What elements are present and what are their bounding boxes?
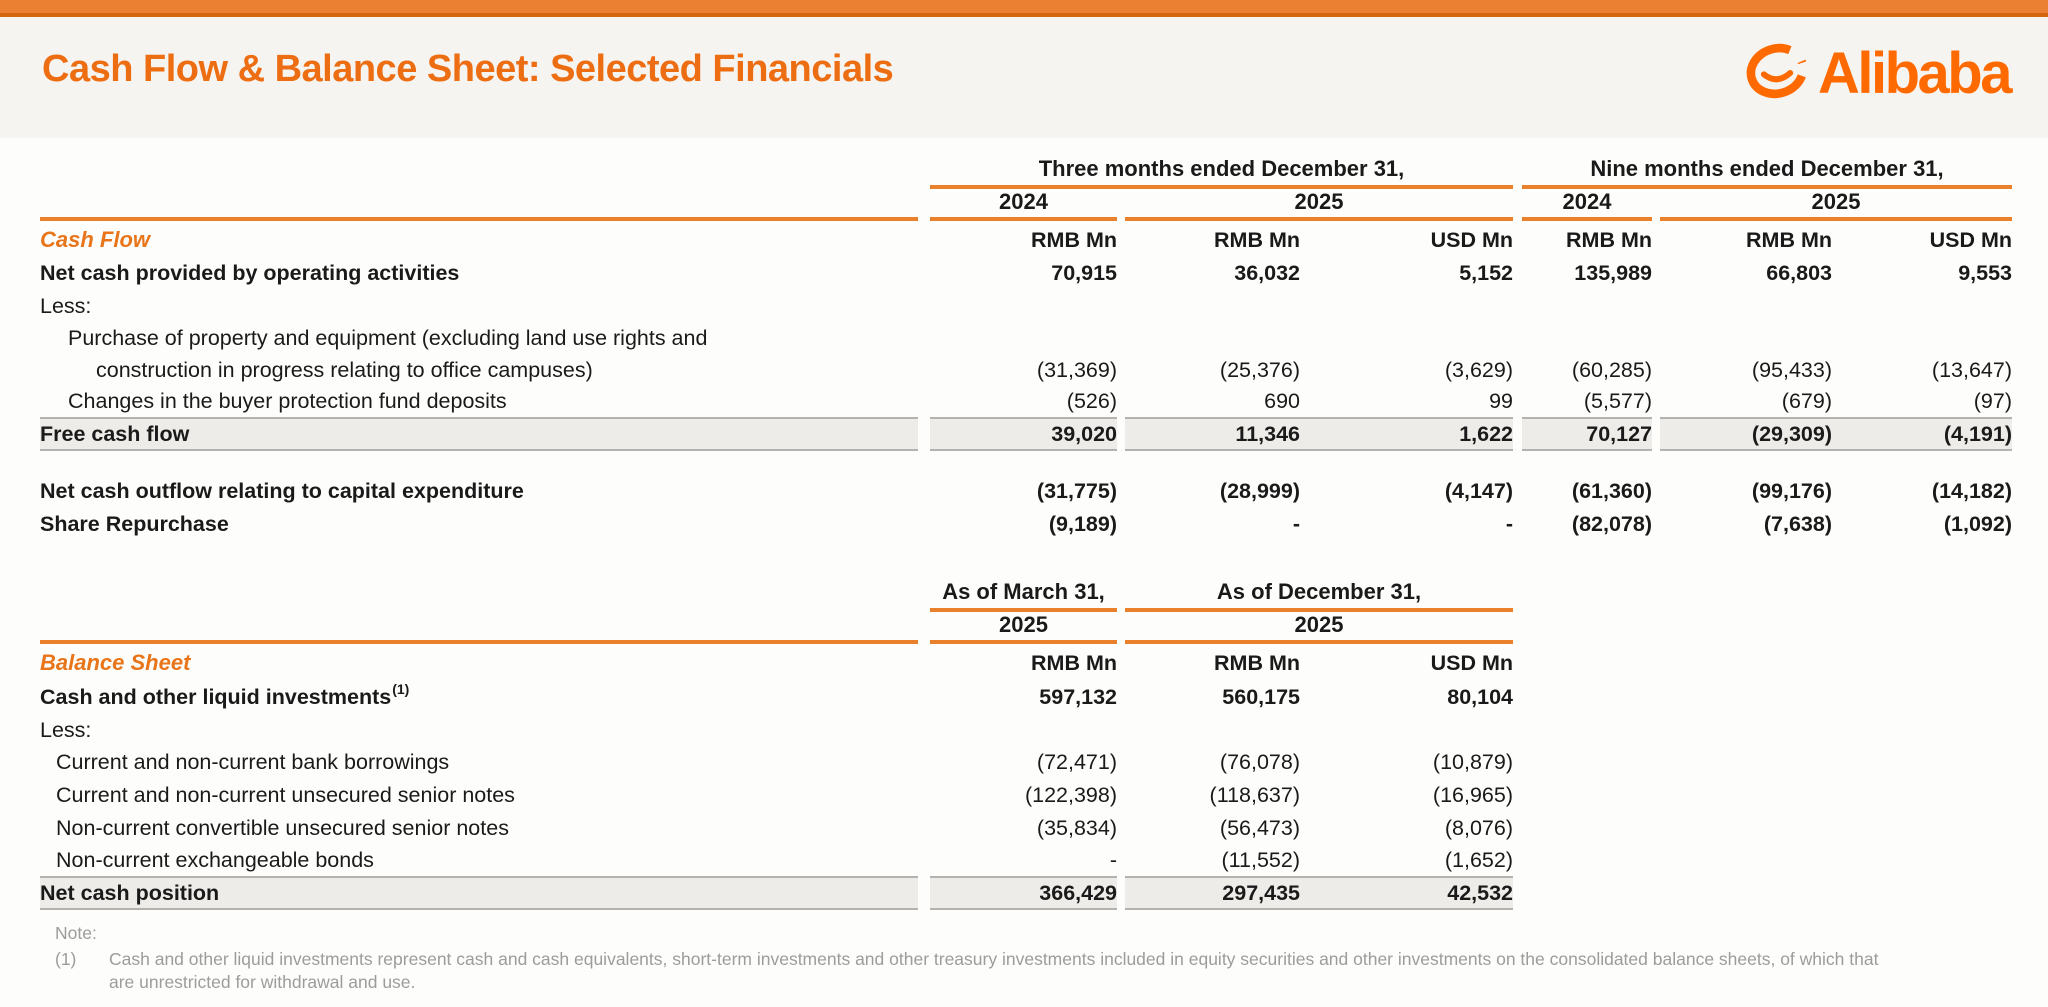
row-label: Non-current convertible unsecured senior notes — [56, 816, 509, 840]
table-row — [40, 475, 2012, 508]
unit-header: RMB Mn — [1746, 228, 1832, 252]
table-header-years — [40, 612, 2012, 642]
cell-value: (679) — [1781, 389, 1832, 413]
cell-value: 99 — [1489, 389, 1513, 413]
table-row — [40, 680, 2012, 714]
year-header: 2024 — [1522, 189, 1652, 221]
row-label: construction in progress relating to office campuses) — [96, 357, 593, 382]
cell-value: (99,176) — [1751, 479, 1832, 503]
cell-value: (35,834) — [1036, 816, 1117, 840]
cell-value: 5,152 — [1459, 261, 1513, 285]
row-label: Net cash position — [40, 876, 918, 910]
unit-header: RMB Mn — [1031, 228, 1117, 252]
table-row — [40, 386, 2012, 417]
year-header: 2024 — [930, 189, 1117, 221]
cell-value: 1,622 — [1300, 417, 1513, 451]
table-row — [40, 845, 2012, 876]
unit-header: RMB Mn — [1031, 651, 1117, 675]
row-label: Changes in the buyer protection fund deposits — [68, 389, 507, 413]
table-row — [40, 322, 2012, 354]
table-header-units — [40, 642, 2012, 680]
year-header: 2025 — [930, 612, 1117, 644]
cell-value: (72,471) — [1036, 750, 1117, 774]
column-group-header: As of March 31, — [930, 578, 1117, 612]
cell-value: (526) — [1066, 389, 1117, 413]
row-label: Share Repurchase — [40, 512, 229, 536]
cell-value: 42,532 — [1300, 876, 1513, 910]
row-label: Less: — [40, 717, 92, 742]
cell-value: (11,552) — [1221, 848, 1300, 872]
cell-value: 297,435 — [1125, 876, 1300, 910]
table-header-years — [40, 189, 2012, 219]
table-total-row — [40, 876, 2012, 910]
cell-value: (97) — [1973, 389, 2012, 413]
cash-flow-table — [40, 155, 2012, 541]
row-label: Current and non-current unsecured senior notes — [56, 783, 515, 807]
row-label — [40, 680, 918, 714]
footnote-text-line: Cash and other liquid investments represent cash and cash equivalents, short-term investments and other treasury investments included in equity securities and other investments on the consolidated balance sheets, of which that — [109, 949, 1879, 970]
label-column-rule — [40, 612, 918, 644]
cell-value: (60,285) — [1571, 357, 1652, 382]
table-row — [40, 714, 2012, 746]
cell-value: (7,638) — [1763, 512, 1832, 536]
cell-value: (16,965) — [1432, 783, 1513, 807]
table-row — [40, 354, 2012, 386]
cell-value: 560,175 — [1222, 684, 1300, 709]
section-title: Cash Flow — [40, 227, 151, 252]
section-title: Balance Sheet — [40, 650, 191, 675]
cell-value: 690 — [1264, 389, 1300, 413]
footnote-item — [55, 948, 1994, 994]
cell-value: 80,104 — [1447, 684, 1513, 709]
cell-value: (95,433) — [1751, 357, 1832, 382]
cell-value: 70,915 — [1051, 261, 1117, 285]
balance-sheet-table — [40, 578, 2012, 910]
year-header: 2025 — [1125, 189, 1513, 221]
cell-value: (28,999) — [1219, 479, 1300, 503]
table-row — [40, 812, 2012, 845]
cell-value: (10,879) — [1432, 750, 1513, 774]
unit-header: RMB Mn — [1214, 651, 1300, 675]
cell-value: 9,553 — [1958, 261, 2012, 285]
row-label: Non-current exchangeable bonds — [56, 848, 374, 872]
cell-value: (118,637) — [1209, 783, 1300, 807]
footnote-marker: (1) — [392, 681, 410, 697]
row-label: Current and non-current bank borrowings — [56, 750, 450, 774]
row-label: Free cash flow — [40, 417, 918, 451]
cell-value: (56,473) — [1219, 816, 1300, 840]
cell-value: (4,147) — [1444, 479, 1513, 503]
footnote-number: (1) — [55, 949, 77, 970]
cell-value: (4,191) — [1832, 417, 2012, 451]
cell-value: (29,309) — [1660, 417, 1832, 451]
table-row — [40, 746, 2012, 779]
row-label: Less: — [40, 293, 92, 318]
unit-header: USD Mn — [1929, 228, 2012, 252]
table-row — [40, 290, 2012, 322]
row-label-text: Cash and other liquid investments — [40, 684, 392, 709]
table-row — [40, 257, 2012, 290]
table-row — [40, 779, 2012, 812]
table-header-groups — [40, 155, 2012, 189]
unit-header: USD Mn — [1430, 651, 1513, 675]
unit-header: RMB Mn — [1566, 228, 1652, 252]
footnote-section — [55, 922, 1994, 994]
footnote-title: Note: — [55, 923, 97, 943]
cell-value: (122,398) — [1024, 783, 1117, 807]
cell-value: - — [1505, 512, 1513, 536]
alibaba-wordmark: Alibaba — [1818, 40, 2010, 106]
table-row — [40, 508, 2012, 541]
cell-value: 66,803 — [1766, 261, 1832, 285]
label-column-rule — [40, 189, 918, 221]
cell-value: 597,132 — [1039, 684, 1117, 709]
table-header-groups — [40, 578, 2012, 612]
row-label: Net cash provided by operating activities — [40, 261, 460, 285]
cell-value: (31,369) — [1036, 357, 1117, 382]
cell-value: - — [1292, 512, 1300, 536]
footnote-text-line: are unrestricted for withdrawal and use. — [109, 972, 416, 993]
spacer-row — [40, 451, 2012, 475]
page-title: Cash Flow & Balance Sheet: Selected Financials — [42, 48, 894, 90]
cell-value: 135,989 — [1574, 261, 1652, 285]
cell-value: (61,360) — [1571, 479, 1652, 503]
footnote-text — [109, 948, 1994, 994]
cell-value: (9,189) — [1048, 512, 1117, 536]
unit-header: USD Mn — [1430, 228, 1513, 252]
cell-value: (1,092) — [1943, 512, 2012, 536]
cell-value: (31,775) — [1036, 479, 1117, 503]
alibaba-smile-icon — [1744, 40, 1810, 107]
row-label: Purchase of property and equipment (excluding land use rights and — [68, 325, 708, 350]
cell-value: 39,020 — [930, 417, 1117, 451]
column-group-header: Nine months ended December 31, — [1522, 155, 2012, 189]
cell-value: (76,078) — [1219, 750, 1300, 774]
alibaba-logo — [1744, 40, 2010, 107]
row-label: Net cash outflow relating to capital expenditure — [40, 479, 524, 503]
cell-value: (3,629) — [1444, 357, 1513, 382]
cell-value: (1,652) — [1444, 848, 1513, 872]
cell-value: (13,647) — [1931, 357, 2012, 382]
table-header-units — [40, 219, 2012, 257]
unit-header: RMB Mn — [1214, 228, 1300, 252]
column-group-header: As of December 31, — [1125, 578, 1513, 612]
year-header: 2025 — [1660, 189, 2012, 221]
cell-value: (14,182) — [1931, 479, 2012, 503]
cell-value: - — [1109, 848, 1117, 872]
cell-value: (82,078) — [1571, 512, 1652, 536]
table-total-row — [40, 417, 2012, 451]
cell-value: 11,346 — [1125, 417, 1300, 451]
year-header: 2025 — [1125, 612, 1513, 644]
cell-value: (5,577) — [1583, 389, 1652, 413]
top-accent-bar — [0, 0, 2048, 17]
column-group-header: Three months ended December 31, — [930, 155, 1513, 189]
cell-value: (8,076) — [1444, 816, 1513, 840]
cell-value: (25,376) — [1219, 357, 1300, 382]
cell-value: 36,032 — [1234, 261, 1300, 285]
cell-value: 70,127 — [1522, 417, 1652, 451]
cell-value: 366,429 — [930, 876, 1117, 910]
